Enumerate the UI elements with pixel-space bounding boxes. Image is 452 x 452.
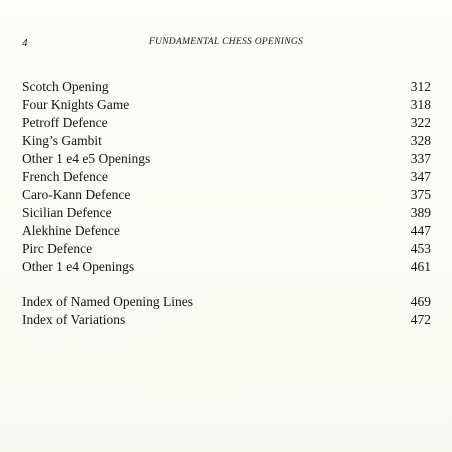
toc-entry-page: 318 bbox=[410, 97, 431, 112]
toc-entry bbox=[22, 150, 431, 168]
toc-entry-page: 375 bbox=[410, 187, 431, 202]
toc-index-entry bbox=[22, 311, 431, 329]
toc-entry-title: Other 1 e4 e5 Openings bbox=[22, 151, 151, 166]
running-title: FUNDAMENTAL CHESS OPENINGS bbox=[148, 37, 304, 47]
page-number: 4 bbox=[22, 37, 28, 49]
toc-entry-page: 337 bbox=[410, 151, 431, 166]
toc-entry-page: 312 bbox=[410, 79, 431, 94]
toc-entry bbox=[22, 132, 431, 150]
toc-entry-page: 322 bbox=[410, 115, 431, 130]
toc-entry-title: Index of Variations bbox=[22, 312, 126, 327]
toc-entry-page: 469 bbox=[410, 294, 431, 309]
toc-entry bbox=[22, 258, 431, 276]
toc-entry bbox=[22, 114, 431, 132]
toc-entry-page: 447 bbox=[410, 223, 431, 238]
toc-entry bbox=[22, 240, 431, 258]
toc-entry-title: French Defence bbox=[22, 169, 108, 184]
toc-entry-title: Index of Named Opening Lines bbox=[22, 294, 193, 309]
toc-entry bbox=[22, 186, 431, 204]
toc-entry-title: King’s Gambit bbox=[22, 133, 102, 148]
toc-entry bbox=[22, 78, 431, 96]
toc-entry bbox=[22, 204, 431, 222]
table-of-contents bbox=[22, 78, 431, 329]
toc-entry bbox=[22, 222, 431, 240]
toc-entry-page: 347 bbox=[410, 169, 431, 184]
toc-entry-title: Alekhine Defence bbox=[22, 223, 120, 238]
toc-entry bbox=[22, 168, 431, 186]
toc-entry-page: 453 bbox=[410, 241, 431, 256]
toc-entry-title: Scotch Opening bbox=[22, 79, 109, 94]
toc-entry-page: 461 bbox=[410, 259, 431, 274]
toc-entry-title: Petroff Defence bbox=[22, 115, 108, 130]
toc-entry-title: Caro-Kann Defence bbox=[22, 187, 131, 202]
toc-entry-title: Sicilian Defence bbox=[22, 205, 112, 220]
toc-index-entry bbox=[22, 293, 431, 311]
toc-entry-title: Other 1 e4 Openings bbox=[22, 259, 135, 274]
section-spacer bbox=[22, 276, 431, 293]
toc-entry-title: Four Knights Game bbox=[22, 97, 130, 112]
toc-entry bbox=[22, 96, 431, 114]
toc-entry-page: 389 bbox=[410, 205, 431, 220]
toc-entry-title: Pirc Defence bbox=[22, 241, 93, 256]
toc-entry-page: 328 bbox=[410, 133, 431, 148]
toc-entry-page: 472 bbox=[410, 312, 431, 327]
page-header bbox=[22, 37, 430, 53]
